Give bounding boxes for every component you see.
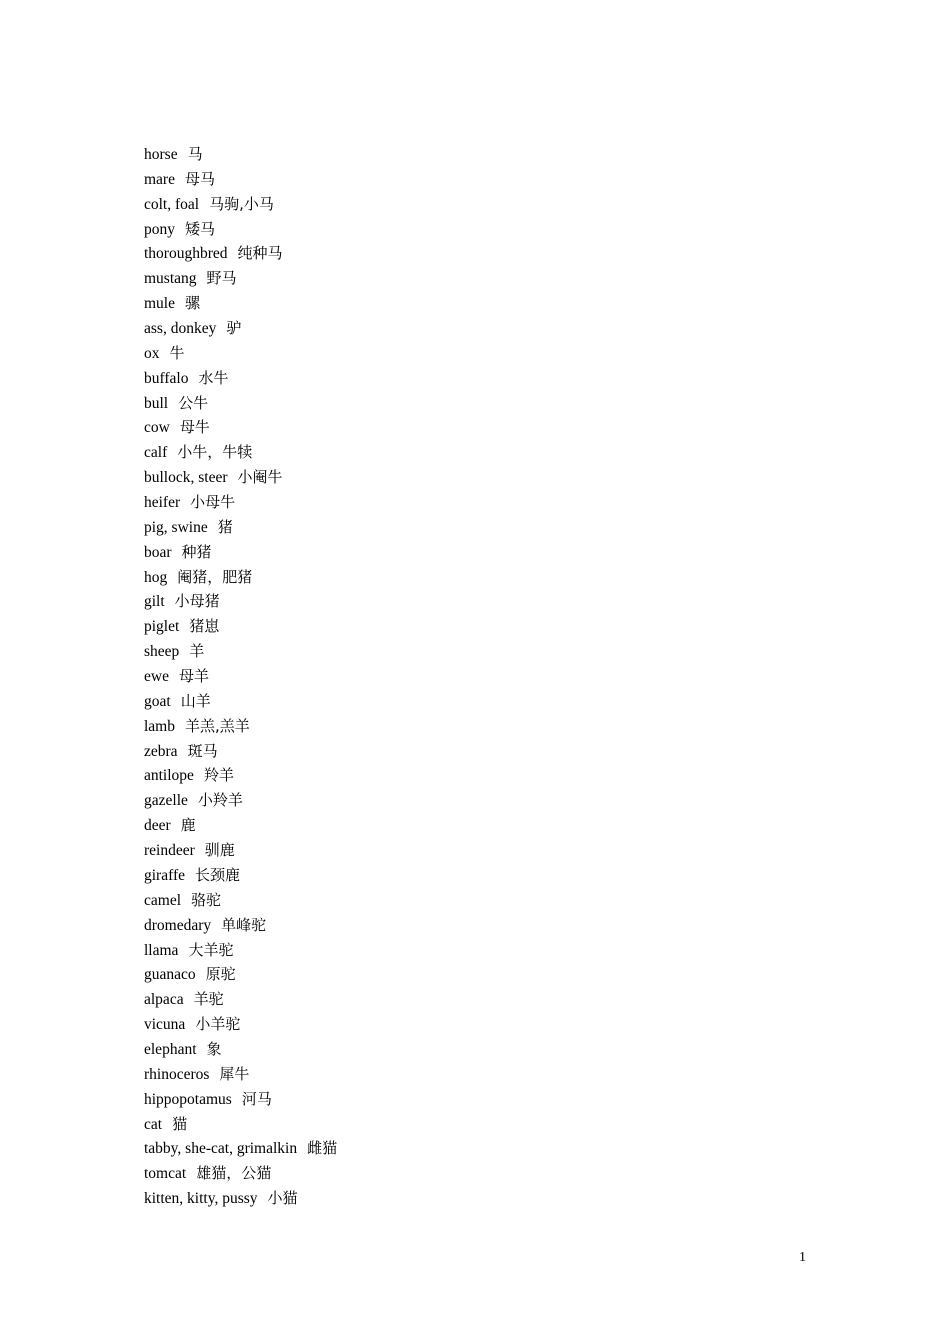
- vocabulary-entry: [144, 639, 337, 664]
- chinese-translation: 猫: [172, 1114, 188, 1133]
- chinese-translation: 犀牛: [219, 1064, 250, 1083]
- vocabulary-entry: [144, 614, 337, 639]
- english-term: hippopotamus: [144, 1090, 232, 1108]
- chinese-translation: 羊羔,羔羊: [185, 716, 250, 735]
- chinese-translation: 牛: [169, 343, 185, 362]
- vocabulary-entry: [144, 490, 337, 515]
- english-term: ewe: [144, 668, 169, 686]
- english-term: piglet: [144, 618, 180, 636]
- vocabulary-entry: [144, 813, 337, 838]
- vocabulary-entry: [144, 217, 337, 242]
- chinese-translation: 原驼: [205, 965, 236, 984]
- english-term: rhinoceros: [144, 1065, 210, 1083]
- vocabulary-entry: [144, 192, 337, 217]
- chinese-translation: 小猫: [267, 1189, 298, 1208]
- english-term: pony: [144, 220, 175, 238]
- english-term: elephant: [144, 1040, 197, 1058]
- english-term: goat: [144, 692, 171, 710]
- english-term: antilope: [144, 767, 194, 785]
- chinese-translation: 羚羊: [203, 766, 234, 785]
- vocabulary-entry: [144, 1062, 337, 1087]
- vocabulary-entry: [144, 391, 337, 416]
- chinese-translation: 公牛: [178, 393, 209, 412]
- vocabulary-entry: [144, 739, 337, 764]
- english-term: guanaco: [144, 966, 196, 984]
- chinese-translation: 小牛，牛犊: [177, 443, 253, 462]
- vocabulary-entry: [144, 415, 337, 440]
- english-term: dromedary: [144, 916, 212, 934]
- english-term: ass, donkey: [144, 320, 217, 338]
- vocabulary-entry: [144, 589, 337, 614]
- english-term: colt, foal: [144, 195, 200, 213]
- chinese-translation: 小羚羊: [197, 791, 243, 810]
- english-term: deer: [144, 817, 171, 835]
- chinese-translation: 母牛: [179, 418, 210, 437]
- chinese-translation: 种猪: [181, 542, 212, 561]
- chinese-translation: 马: [187, 145, 203, 163]
- english-term: zebra: [144, 742, 178, 760]
- chinese-translation: 纯种马: [237, 244, 283, 263]
- chinese-translation: 驴: [226, 319, 242, 338]
- english-term: reindeer: [144, 842, 195, 860]
- vocabulary-entry: [144, 888, 337, 913]
- chinese-translation: 阉猪，肥猪: [177, 567, 253, 586]
- vocabulary-entry: [144, 440, 337, 465]
- vocabulary-entry: [144, 838, 337, 863]
- english-term: cat: [144, 1115, 163, 1133]
- english-term: giraffe: [144, 866, 186, 884]
- vocabulary-list: [144, 142, 337, 1211]
- chinese-translation: 驯鹿: [204, 841, 235, 860]
- vocabulary-entry: [144, 465, 337, 490]
- vocabulary-entry: [144, 266, 337, 291]
- english-term: pig, swine: [144, 518, 208, 536]
- chinese-translation: 小阉牛: [237, 468, 283, 487]
- vocabulary-entry: [144, 763, 337, 788]
- vocabulary-entry: [144, 167, 337, 192]
- chinese-translation: 小母牛: [190, 493, 236, 512]
- chinese-translation: 野马: [206, 269, 237, 288]
- chinese-translation: 水牛: [198, 368, 229, 387]
- vocabulary-entry: [144, 1037, 337, 1062]
- vocabulary-entry: [144, 1186, 337, 1211]
- chinese-translation: 猪: [217, 517, 233, 536]
- vocabulary-entry: [144, 664, 337, 689]
- vocabulary-entry: [144, 1012, 337, 1037]
- english-term: gazelle: [144, 792, 188, 810]
- english-term: bull: [144, 394, 169, 412]
- chinese-translation: 雌猫: [307, 1139, 338, 1158]
- english-term: calf: [144, 444, 168, 462]
- vocabulary-entry: [144, 1087, 337, 1112]
- chinese-translation: 河马: [241, 1089, 272, 1108]
- vocabulary-entry: [144, 565, 337, 590]
- english-term: heifer: [144, 494, 181, 512]
- vocabulary-entry: [144, 714, 337, 739]
- chinese-translation: 马驹,小马: [209, 194, 274, 213]
- english-term: mule: [144, 295, 175, 313]
- chinese-translation: 羊驼: [193, 990, 224, 1009]
- english-term: kitten, kitty, pussy: [144, 1190, 258, 1208]
- vocabulary-entry: [144, 987, 337, 1012]
- vocabulary-entry: [144, 316, 337, 341]
- english-term: mustang: [144, 270, 197, 288]
- vocabulary-entry: [144, 241, 337, 266]
- english-term: lamb: [144, 717, 175, 735]
- english-term: alpaca: [144, 991, 184, 1009]
- vocabulary-entry: [144, 913, 337, 938]
- vocabulary-entry: [144, 142, 337, 167]
- english-term: ox: [144, 344, 160, 362]
- chinese-translation: 大羊驼: [188, 940, 234, 959]
- english-term: buffalo: [144, 369, 189, 387]
- chinese-translation: 矮马: [185, 219, 216, 238]
- chinese-translation: 骡: [185, 294, 201, 313]
- chinese-translation: 猪崽: [189, 617, 220, 636]
- english-term: vicuna: [144, 1016, 186, 1034]
- page-number: 1: [799, 1250, 806, 1265]
- chinese-translation: 小羊驼: [195, 1015, 241, 1034]
- english-term: tabby, she-cat, grimalkin: [144, 1140, 298, 1158]
- chinese-translation: 母马: [184, 169, 215, 188]
- english-term: horse: [144, 146, 178, 163]
- vocabulary-entry: [144, 1136, 337, 1161]
- vocabulary-entry: [144, 291, 337, 316]
- vocabulary-entry: [144, 515, 337, 540]
- chinese-translation: 羊: [189, 642, 205, 661]
- vocabulary-entry: [144, 689, 337, 714]
- vocabulary-entry: [144, 1112, 337, 1137]
- english-term: cow: [144, 419, 170, 437]
- vocabulary-entry: [144, 366, 337, 391]
- vocabulary-entry: [144, 788, 337, 813]
- vocabulary-entry: [144, 962, 337, 987]
- english-term: gilt: [144, 593, 165, 611]
- english-term: boar: [144, 543, 172, 561]
- chinese-translation: 小母猪: [174, 592, 220, 611]
- english-term: hog: [144, 568, 168, 586]
- english-term: llama: [144, 941, 179, 959]
- vocabulary-entry: [144, 540, 337, 565]
- english-term: mare: [144, 170, 175, 188]
- english-term: tomcat: [144, 1165, 187, 1183]
- vocabulary-entry: [144, 938, 337, 963]
- english-term: thoroughbred: [144, 245, 228, 263]
- english-term: sheep: [144, 643, 180, 661]
- chinese-translation: 长颈鹿: [195, 865, 241, 884]
- vocabulary-entry: [144, 1161, 337, 1186]
- vocabulary-entry: [144, 341, 337, 366]
- english-term: camel: [144, 891, 182, 909]
- english-term: bullock, steer: [144, 469, 228, 487]
- vocabulary-entry: [144, 863, 337, 888]
- chinese-translation: 象: [206, 1039, 222, 1058]
- chinese-translation: 单峰驼: [221, 915, 267, 934]
- chinese-translation: 雄猫，公猫: [196, 1164, 272, 1183]
- chinese-translation: 山羊: [180, 691, 211, 710]
- chinese-translation: 鹿: [180, 816, 196, 835]
- chinese-translation: 斑马: [187, 741, 218, 760]
- chinese-translation: 骆驼: [191, 890, 222, 909]
- chinese-translation: 母羊: [178, 667, 209, 686]
